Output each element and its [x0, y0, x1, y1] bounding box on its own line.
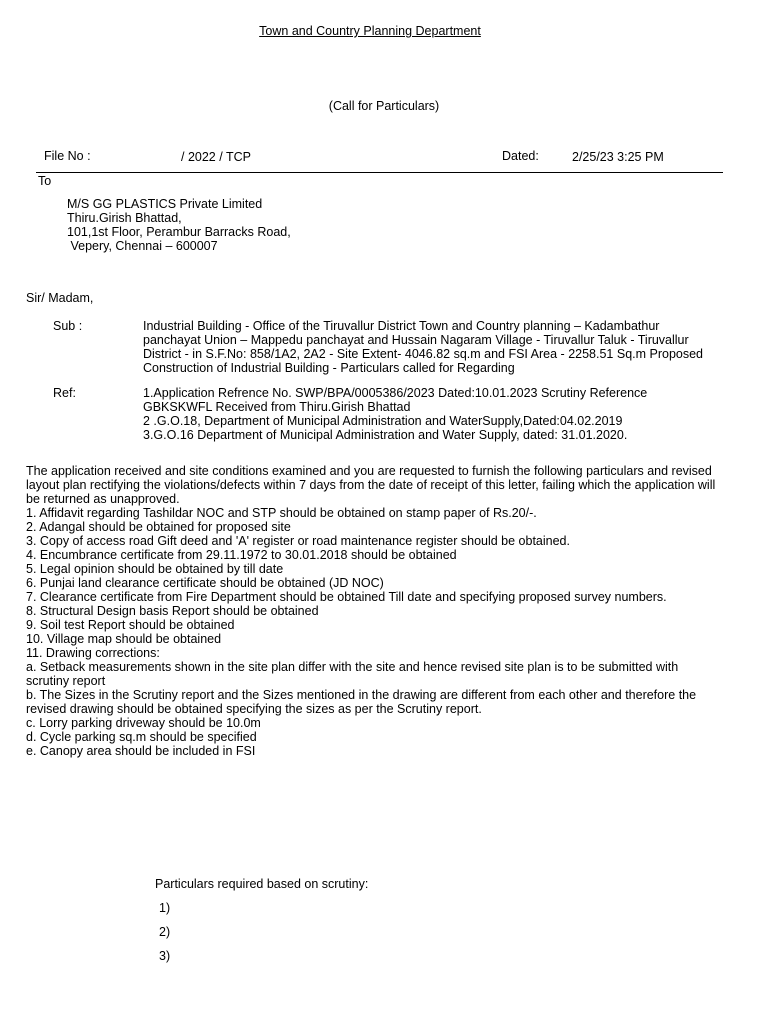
file-no-value: / 2022 / TCP: [181, 150, 251, 164]
department-title: Town and Country Planning Department: [259, 24, 481, 38]
file-no-label: File No :: [44, 149, 91, 163]
subject-label: Sub :: [53, 319, 83, 333]
body-line: 10. Village map should be obtained: [26, 632, 222, 646]
salutation: Sir/ Madam,: [26, 291, 94, 305]
reference-label: Ref:: [53, 386, 76, 400]
reference-text: [143, 386, 743, 442]
to-label: To: [38, 174, 52, 188]
body-line: 8. Structural Design basis Report should be obtained: [26, 604, 319, 618]
body-line: 6. Punjai land clearance certificate should be obtained (JD NOC): [26, 576, 384, 590]
body-line: b. The Sizes in the Scrutiny report and the Sizes mentioned in the drawing are different from each other and therefore the: [26, 688, 697, 702]
body-line: layout plan rectifying the violations/defects within 7 days from the date of receipt of this letter, failing which the application will: [26, 478, 716, 492]
body-line: 2. Adangal should be obtained for proposed site: [26, 520, 291, 534]
body-line: d. Cycle parking sq.m should be specified: [26, 730, 257, 744]
header-divider: [36, 172, 723, 173]
subject-line: Industrial Building - Office of the Tiruvallur District Town and Country planning – Kadambathur: [143, 319, 660, 333]
body-line: 5. Legal opinion should be obtained by till date: [26, 562, 284, 576]
body-line: The application received and site conditions examined and you are requested to furnish the following particulars and revised: [26, 464, 712, 478]
body-line: e. Canopy area should be included in FSI: [26, 744, 256, 758]
subject-line: Construction of Industrial Building - Particulars called for Regarding: [143, 361, 515, 375]
body-line: 3. Copy of access road Gift deed and 'A' register or road maintenance register should be obtained.: [26, 534, 570, 548]
recipient-address: [67, 197, 291, 253]
reference-line: 2 .G.O.18, Department of Municipal Administration and WaterSupply,Dated:04.02.2019: [143, 414, 623, 428]
body-line: 7. Clearance certificate from Fire Department should be obtained Till date and specifying proposed survey numbers.: [26, 590, 667, 604]
reference-line: GBKSKWFL Received from Thiru.Girish Bhattad: [143, 400, 411, 414]
dated-value: 2/25/23 3:25 PM: [572, 150, 664, 164]
body-line: 11. Drawing corrections:: [26, 646, 160, 660]
particulars-item: 1): [159, 901, 171, 915]
call-for-particulars-title: (Call for Particulars): [328, 99, 440, 113]
particulars-item: 2): [159, 925, 171, 939]
body-line: be returned as unapproved.: [26, 492, 180, 506]
address-line: Thiru.Girish Bhattad,: [67, 211, 182, 225]
body-line: 1. Affidavit regarding Tashildar NOC and STP should be obtained on stamp paper of Rs.20/-.: [26, 506, 537, 520]
subject-line: panchayat Union – Mappedu panchayat and Hussain Nagaram Village - Tiruvallur Taluk - Tiruvallur: [143, 333, 689, 347]
body-line: revised drawing should be obtained specifying the sizes as per the Scrutiny report.: [26, 702, 482, 716]
reference-line: 3.G.O.16 Department of Municipal Administration and Water Supply, dated: 31.01.2020.: [143, 428, 628, 442]
particulars-heading: Particulars required based on scrutiny:: [155, 877, 369, 891]
letter-body: [26, 464, 746, 758]
address-line: 101,1st Floor, Perambur Barracks Road,: [67, 225, 291, 239]
body-line: c. Lorry parking driveway should be 10.0m: [26, 716, 261, 730]
body-line: 9. Soil test Report should be obtained: [26, 618, 235, 632]
body-line: scrutiny report: [26, 674, 106, 688]
dated-label: Dated:: [502, 149, 539, 163]
address-line: M/S GG PLASTICS Private Limited: [67, 197, 263, 211]
reference-line: 1.Application Refrence No. SWP/BPA/0005386/2023 Dated:10.01.2023 Scrutiny Reference: [143, 386, 648, 400]
subject-line: District - in S.F.No: 858/1A2, 2A2 - Site Extent- 4046.82 sq.m and FSI Area - 2258.51 Sq.m Proposed: [143, 347, 704, 361]
subject-text: [143, 319, 743, 375]
particulars-item: 3): [159, 949, 171, 963]
body-line: a. Setback measurements shown in the site plan differ with the site and hence revised site plan is to be submitted with: [26, 660, 679, 674]
address-line: Vepery, Chennai – 600007: [67, 239, 218, 253]
body-line: 4. Encumbrance certificate from 29.11.1972 to 30.01.2018 should be obtained: [26, 548, 457, 562]
